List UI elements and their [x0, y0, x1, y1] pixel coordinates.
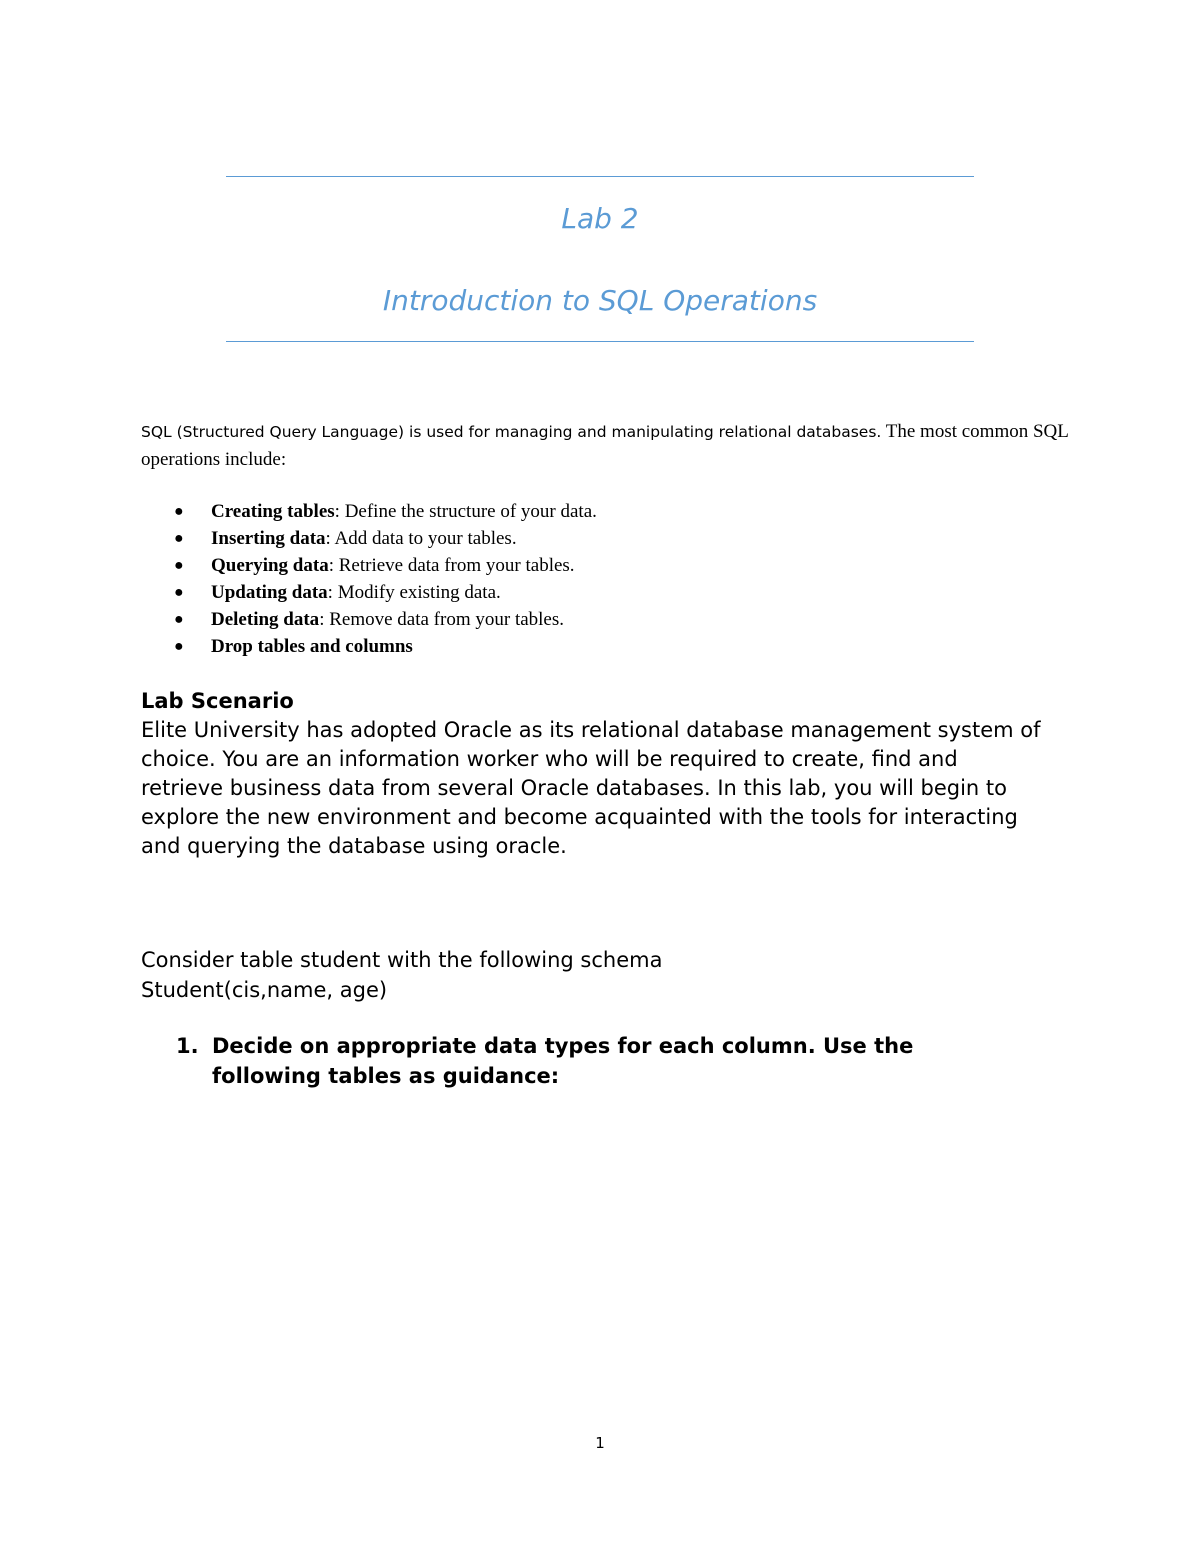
list-item — [141, 498, 1081, 525]
schema-intro: Consider table student with the following schema — [141, 948, 663, 972]
operations-list — [141, 498, 1081, 660]
step-text: Decide on appropriate data types for each column. Use the following tables as guidance: — [212, 1034, 914, 1088]
bullet-icon: ● — [174, 611, 184, 628]
bullet-icon: ● — [174, 530, 184, 547]
list-item — [141, 579, 1081, 606]
operation-desc: : Remove data from your tables. — [319, 609, 565, 630]
scenario-body: Elite University has adopted Oracle as its relational database management system of choice. You are an information worker who will be required to create, find and retrieve business data from several Oracle databases. In this lab, you will begin to explore the new environment and become acquainted with the tools for interacting and querying the database using oracle. — [141, 718, 1041, 858]
list-item — [141, 552, 1081, 579]
list-item — [141, 606, 1081, 633]
scenario-heading: Lab Scenario — [141, 689, 294, 713]
list-item — [141, 633, 1081, 660]
schema-definition: Student(cis,name, age) — [141, 978, 388, 1002]
page-number: 1 — [595, 1434, 605, 1452]
operation-desc: : Define the structure of your data. — [334, 501, 597, 522]
operation-desc: : Modify existing data. — [327, 582, 501, 603]
title-rule-bottom — [226, 341, 974, 342]
title-rule-top — [226, 176, 974, 177]
schema-block — [141, 945, 1041, 1005]
bullet-icon: ● — [174, 638, 184, 655]
operation-term: Querying data — [211, 555, 329, 576]
list-item — [141, 525, 1081, 552]
operation-term: Updating data — [211, 582, 328, 603]
step-item — [141, 1031, 1041, 1091]
step-number: 1. — [176, 1034, 199, 1058]
operation-term: Inserting data — [211, 528, 326, 549]
bullet-icon: ● — [174, 584, 184, 601]
operation-term: Deleting data — [211, 609, 320, 630]
bullet-icon: ● — [174, 503, 184, 520]
lab-title: Introduction to SQL Operations — [382, 284, 818, 317]
operation-desc: : Add data to your tables. — [325, 528, 517, 549]
operation-term: Creating tables — [211, 501, 335, 522]
intro-rest: The most common SQL operations include: — [141, 421, 1069, 470]
operation-desc: : Retrieve data from your tables. — [328, 555, 575, 576]
bullet-icon: ● — [174, 557, 184, 574]
intro-lead: SQL (Structured Query Language) is used for managing and manipulating relational databases. — [141, 423, 882, 441]
operation-term: Drop tables and columns — [211, 636, 413, 657]
intro-paragraph — [141, 418, 1081, 474]
lab-number: Lab 2 — [561, 202, 639, 235]
